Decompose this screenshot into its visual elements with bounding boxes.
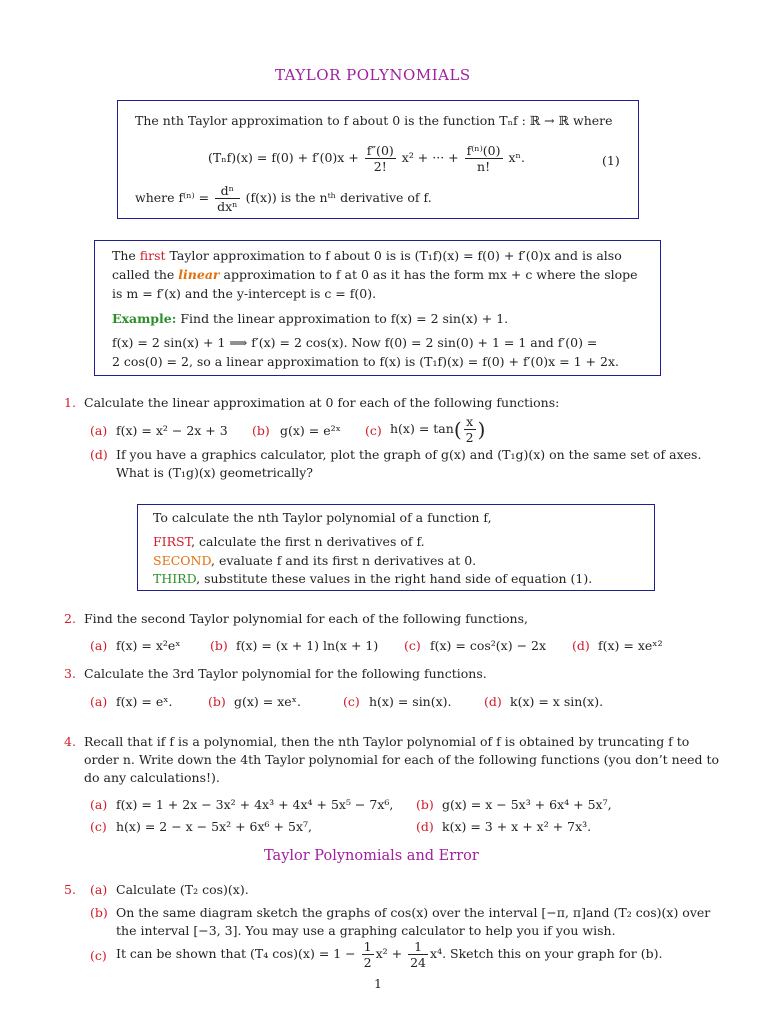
question-4-line-2: order n. Write down the 4th Taylor polynomial for each of the following functions (you don’t need to <box>84 752 720 767</box>
example-label: Example: <box>112 311 177 326</box>
half-fraction: $\frac{1}{2}$ <box>363 939 372 970</box>
question-2a-label: (a) <box>90 638 108 653</box>
half-x-fraction: $\frac{x}{2}$ <box>465 414 474 445</box>
page-number: 1 <box>374 976 382 991</box>
question-5b-line-2: the interval [−3, 3]. You may use a graphing calculator to help you if you wish. <box>116 923 616 938</box>
definition-box <box>117 100 639 219</box>
linear-line-2: called the linear approximation to f at 0 as it has the form mx + c where the slope <box>112 267 638 282</box>
question-3b-label: (b) <box>208 694 226 709</box>
question-4-line-1: Recall that if f is a polynomial, then the nth Taylor polynomial of f is obtained by truncating f to <box>84 734 690 749</box>
question-1-number: 1. <box>64 395 76 410</box>
question-3-text: Calculate the 3rd Taylor polynomial for the following functions. <box>84 666 487 681</box>
question-3a-label: (a) <box>90 694 108 709</box>
equation-middle: x² + ··· + <box>401 150 459 165</box>
nth-derivative-fraction: $\frac{\text{f⁽ⁿ⁾(0)}}{n!}$ <box>466 143 501 174</box>
derivative-operator-fraction: $\frac{\text{dⁿ}}{\text{dxⁿ}}$ <box>217 183 238 214</box>
first-highlight: first <box>139 248 166 263</box>
question-4-number: 4. <box>64 734 76 749</box>
question-2-text: Find the second Taylor polynomial for each of the following functions, <box>84 611 528 626</box>
question-2a: f(x) = x²eˣ <box>116 638 181 653</box>
linear-line-3: is m = f′(x) and the y-intercept is c = f(0). <box>112 286 377 301</box>
question-5c: It can be shown that (T₄ cos)(x) = 1 − $\frac{1}{2}$ x² + $\frac{1}{24}$ x⁴. Sketch this on your graph for (b). <box>116 939 663 970</box>
question-1a: f(x) = x² − 2x + 3 <box>116 423 228 438</box>
question-4b: g(x) = x − 5x³ + 6x⁴ + 5x⁷, <box>442 797 612 812</box>
question-1c: h(x) = tan( $\frac{x}{2}$ ) <box>390 414 486 445</box>
question-2d-label: (d) <box>572 638 590 653</box>
question-1d-label: (d) <box>90 447 108 462</box>
question-2c-label: (c) <box>404 638 421 653</box>
question-2c: f(x) = cos²(x) − 2x <box>430 638 547 653</box>
step-second: SECOND, evaluate f and its first n derivatives at 0. <box>153 553 477 568</box>
page-title: TAYLOR POLYNOMIALS <box>275 66 471 84</box>
example-work-1: f(x) = 2 sin(x) + 1 ⟹ f′(x) = 2 cos(x). Now f(0) = 2 sin(0) + 1 = 1 and f′(0) = <box>112 335 598 350</box>
question-1c-label: (c) <box>365 423 382 438</box>
step-third-label: THIRD <box>153 571 197 586</box>
question-1a-label: (a) <box>90 423 108 438</box>
question-5a-label: (a) <box>90 882 108 897</box>
question-2d: f(x) = xeˣ² <box>598 638 663 653</box>
question-5a: Calculate (T₂ cos)(x). <box>116 882 249 897</box>
linear-approximation-box <box>94 240 661 376</box>
question-2b-label: (b) <box>210 638 228 653</box>
question-1b: g(x) = e²ˣ <box>280 423 341 438</box>
second-derivative-fraction: $\frac{f''(0)}{2!}$ <box>366 143 394 174</box>
definition-line: The nth Taylor approximation to f about 0 is the function Tₙf : ℝ → ℝ where <box>135 113 613 128</box>
steps-intro: To calculate the nth Taylor polynomial of a function f, <box>153 510 492 525</box>
step-second-label: SECOND <box>153 553 212 568</box>
one-twentyfourth-fraction: $\frac{1}{24}$ <box>410 939 427 970</box>
derivative-definition: where f⁽ⁿ⁾ = $\frac{\text{dⁿ}}{\text{dxⁿ}}$ (f(x)) is the nᵗʰ derivative of f. <box>135 183 432 214</box>
question-5b-line-1: On the same diagram sketch the graphs of cos(x) over the interval [−π, π]and (T₂ cos)(x) over <box>116 905 711 920</box>
question-3-number: 3. <box>64 666 76 681</box>
question-1d-line-2: What is (T₁g)(x) geometrically? <box>116 465 313 480</box>
question-1d-line-1: If you have a graphics calculator, plot the graph of g(x) and (T₁g)(x) on the same set of axes. <box>116 447 702 462</box>
example-work-2: 2 cos(0) = 2, so a linear approximation to f(x) is (T₁f)(x) = f(0) + f′(0)x = 1 + 2x. <box>112 354 619 369</box>
step-first-label: FIRST <box>153 534 192 549</box>
taylor-equation <box>208 143 525 174</box>
question-4c-label: (c) <box>90 819 107 834</box>
question-3b: g(x) = xeˣ. <box>234 694 301 709</box>
equation-number: (1) <box>602 153 620 168</box>
question-4c: h(x) = 2 − x − 5x² + 6x⁶ + 5x⁷, <box>116 819 312 834</box>
question-4d: k(x) = 3 + x + x² + 7x³. <box>442 819 592 834</box>
steps-box <box>137 504 655 591</box>
question-3d: k(x) = x sin(x). <box>510 694 604 709</box>
equation-left: (Tₙf)(x) = f(0) + f′(0)x + <box>208 150 359 165</box>
equation-end: xⁿ. <box>508 150 525 165</box>
question-3c-label: (c) <box>343 694 360 709</box>
section-title: Taylor Polynomials and Error <box>264 848 479 864</box>
linear-line-1: The first Taylor approximation to f about 0 is is (T₁f)(x) = f(0) + f′(0)x and is also <box>112 248 622 263</box>
question-4b-label: (b) <box>416 797 434 812</box>
step-first: FIRST, calculate the first n derivatives of f. <box>153 534 425 549</box>
question-2b: f(x) = (x + 1) ln(x + 1) <box>236 638 379 653</box>
question-4a: f(x) = 1 + 2x − 3x² + 4x³ + 4x⁴ + 5x⁵ − 7x⁶, <box>116 797 394 812</box>
question-1b-label: (b) <box>252 423 270 438</box>
question-5b-label: (b) <box>90 905 108 920</box>
question-4-line-3: do any calculations!). <box>84 770 220 785</box>
question-5-number: 5. <box>64 882 76 897</box>
question-5c-label: (c) <box>90 948 107 963</box>
question-3a: f(x) = eˣ. <box>116 694 173 709</box>
question-3d-label: (d) <box>484 694 502 709</box>
question-2-number: 2. <box>64 611 76 626</box>
question-3c: h(x) = sin(x). <box>369 694 452 709</box>
example-line: Example: Find the linear approximation to f(x) = 2 sin(x) + 1. <box>112 311 509 326</box>
question-4d-label: (d) <box>416 819 434 834</box>
linear-highlight: linear <box>178 267 220 282</box>
question-4a-label: (a) <box>90 797 108 812</box>
step-third: THIRD, substitute these values in the right hand side of equation (1). <box>153 571 593 586</box>
question-1-text: Calculate the linear approximation at 0 for each of the following functions: <box>84 395 560 410</box>
